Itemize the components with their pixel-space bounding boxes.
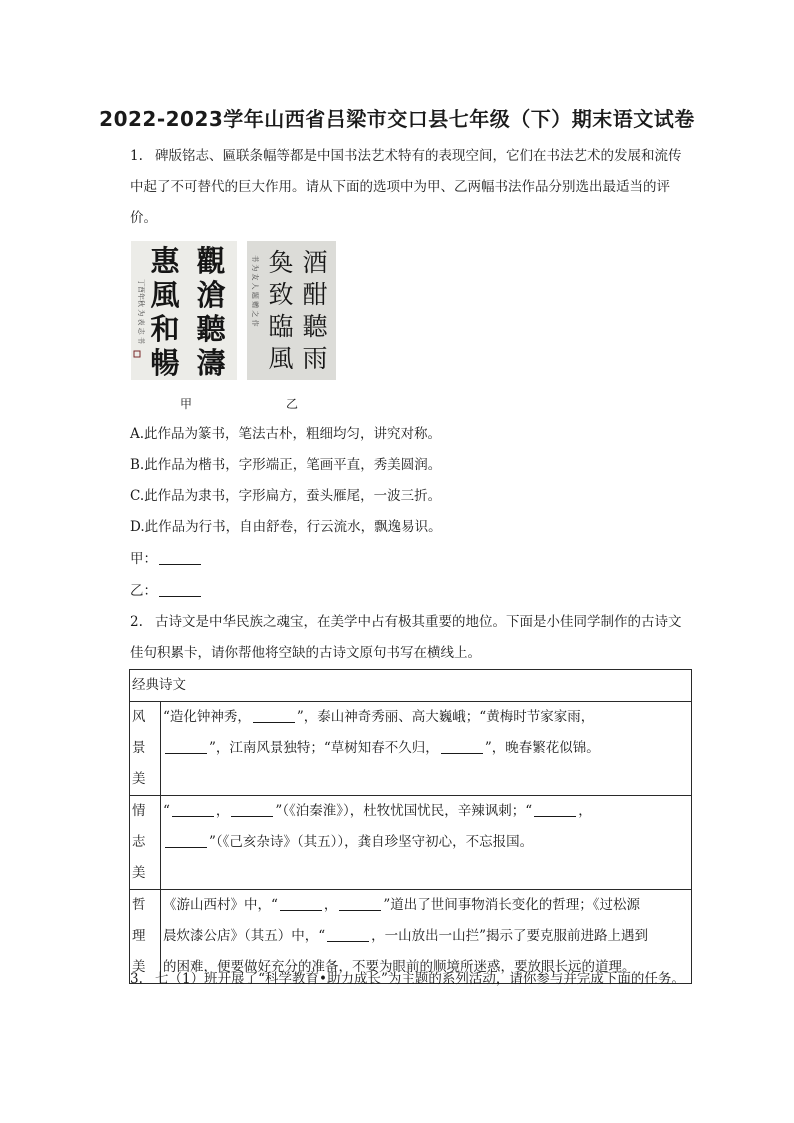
work-b-char: 奐 [268,248,294,277]
row-text: 的困难，便要做好充分的准备，不要为眼前的顺境所迷惑，要放眼长远的道理。 [163,959,636,975]
fill-blank[interactable] [253,708,295,723]
fill-blank[interactable] [534,802,576,817]
row-text: “ [163,803,170,819]
question-text: 七（1）班开展了“科学教育•助力成长”为主题的系列活动，请你参与并完成下面的任务。 [155,971,685,987]
answer-a-line [130,544,203,575]
row-category [130,796,161,890]
work-a-caption: 甲 [180,397,193,411]
work-b-char: 雨 [302,344,328,373]
answer-a-blank[interactable] [159,550,201,565]
work-b-char: 酒 [302,248,328,277]
work-b-char: 聽 [302,312,328,341]
row-content [161,796,692,890]
option-c: C.此作品为隶书，字形扁方，蚕头雁尾，一波三折。 [130,488,442,504]
fill-blank[interactable] [165,739,207,754]
fill-blank[interactable] [327,927,369,942]
work-a-char: 觀 [196,244,226,278]
answer-a-label: 甲： [130,551,157,567]
row-text: 晨炊漆公店》（其五）中，“ [163,928,326,944]
fill-blank[interactable] [165,833,207,848]
row-text: ”道出了世间事物消长变化的哲理；《过松源 [383,897,641,913]
work-a-char: 和 [150,312,180,346]
work-a-char: 滄 [196,278,226,312]
page-title: 2022-2023学年山西省吕梁市交口县七年级（下）期末语文试卷 [99,107,695,131]
row-category-text: 美 [132,865,146,881]
option-a: A.此作品为篆书，笔法古朴，粗细均匀，讲究对称。 [130,426,442,442]
table-header: 经典诗文 [130,670,692,702]
row-category-text: 美 [132,959,146,975]
fill-blank[interactable] [231,802,273,817]
row-text: ， [323,897,338,913]
question-3 [130,964,690,995]
work-a-inscription: 丁酉年秋 为 表 志 书 [137,279,145,344]
answer-b-line [130,576,203,607]
row-category-text: 情志 [132,803,146,850]
row-text: ， [215,803,230,819]
calligraphy-work-b [247,241,336,380]
fill-blank[interactable] [441,739,483,754]
question-text: 碑版铭志、匾联条幅等都是中国书法艺术特有的表现空间，它们在书法艺术的发展和流传中起了不可替代的巨大作用。请从下面的选项中为甲、乙两幅书法作品分别选出最适当的评价。 [130,148,682,226]
question-number: 2. [130,614,143,630]
table-row [130,702,692,796]
option-d: D.此作品为行书，自由舒卷，行云流水，飘逸易识。 [130,519,442,535]
table-row [130,796,692,890]
work-b-char: 臨 [268,312,294,341]
work-a-char: 聽 [196,312,226,346]
question-number: 1. [130,148,143,164]
row-category-text: 美 [132,771,146,787]
fill-blank[interactable] [280,896,322,911]
row-category-text: 哲理 [132,897,146,944]
row-text: 《游山西村》中，“ [163,897,278,913]
poetry-table [129,669,692,984]
row-text: ，一山放出一山拦”揭示了要克服前进路上遇到 [371,928,649,944]
row-category [130,702,161,796]
work-a-char: 惠 [150,244,180,278]
row-text: ”，晚春繁花似锦。 [484,740,600,756]
question-1 [130,141,690,234]
answer-b-blank[interactable] [159,582,201,597]
row-text: ”，江南风景独特；“草树知春不久归， [209,740,439,756]
question-2 [130,607,690,669]
row-text: ”（《己亥杂诗》（其五）），龚自珍坚守初心，不忘报国。 [209,834,534,850]
work-b-caption: 乙 [286,397,299,411]
row-text: ”（《泊秦淮》），杜牧忧国忧民，辛辣讽刺；“ [275,803,533,819]
option-b: B.此作品为楷书，字形端正，笔画平直，秀美圆润。 [130,457,442,473]
fill-blank[interactable] [339,896,381,911]
calligraphy-work-a [131,241,237,380]
work-b-inscription: 书 为 友 人 题 赠 之 作 [251,255,259,327]
work-b-char: 酣 [302,280,328,309]
row-text: “造化钟神秀， [163,709,251,725]
fill-blank[interactable] [172,802,214,817]
work-a-char: 濤 [196,346,226,380]
work-b-char: 風 [268,344,294,373]
question-text: 古诗文是中华民族之魂宝，在美学中占有极其重要的地位。下面是小佳同学制作的古诗文佳句积累卡，请你帮他将空缺的古诗文原句书写在横线上。 [130,614,682,661]
row-category-text: 风景 [132,709,146,756]
row-text: ”，泰山神奇秀丽、高大巍峨；“黄梅时节家家雨， [296,709,595,725]
answer-b-label: 乙： [130,583,157,599]
row-text: ， [578,803,592,819]
work-b-char: 致 [268,280,294,309]
row-content [161,702,692,796]
question-number: 3. [130,971,143,987]
work-a-char: 暢 [150,346,180,380]
work-a-char: 風 [150,278,180,312]
